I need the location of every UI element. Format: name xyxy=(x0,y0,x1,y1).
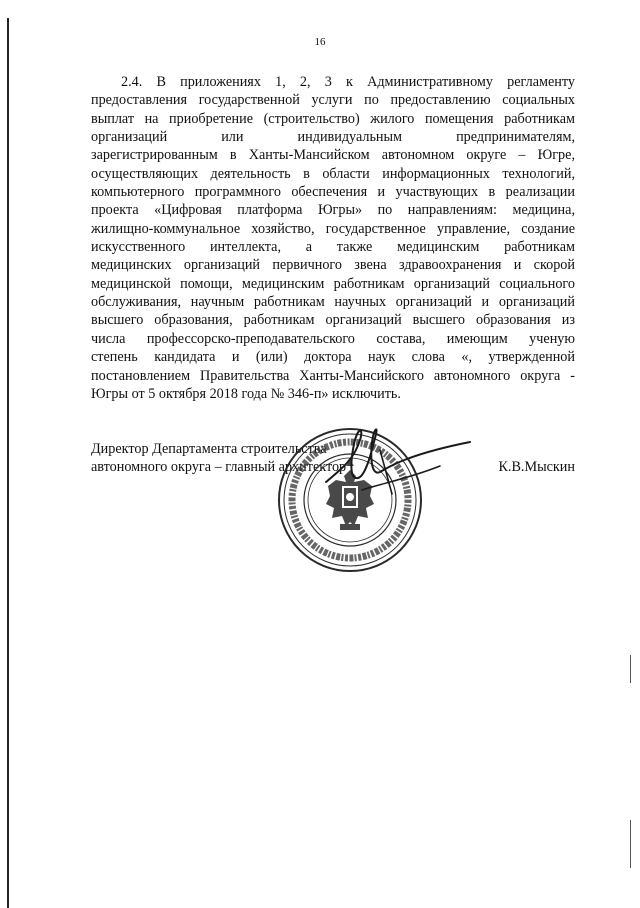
signatory-title: автономного округа – главный архитектор xyxy=(91,459,347,476)
paragraph-line: постановлением Правительства Ханты-Мансийского автономного округа - xyxy=(91,367,575,384)
paragraph-line: 2.4. В приложениях 1, 2, 3 к Административному регламенту xyxy=(121,74,575,90)
signatory-title: Директор Департамента строительства xyxy=(91,441,327,457)
paragraph-line: медицинской помощи, медицинским работникам организаций социального xyxy=(91,275,575,292)
paragraph-line: выплат на приобретение (строительство) жилого помещения работникам xyxy=(91,110,575,127)
paragraph-line: обслуживания, научным работникам научных организаций и организаций xyxy=(91,294,575,311)
page-number: 16 xyxy=(314,36,326,48)
paragraph-line: медицинских организаций первичного звена здравоохранения и скорой xyxy=(91,257,575,274)
handwritten-signature-icon xyxy=(320,420,480,520)
paragraph-line: искусственного интеллекта, а также медицинским работникам xyxy=(91,239,575,256)
scan-mark-right xyxy=(630,655,631,683)
paragraph-line: жилищно-коммунальное хозяйство, государственное управление, создание xyxy=(91,220,575,237)
paragraph-2-4 xyxy=(91,73,575,403)
paragraph-line: организаций или индивидуальным предпринимателям, xyxy=(91,129,575,146)
paragraph-line: степень кандидата и (или) доктора наук слова «, утвержденной xyxy=(91,349,575,366)
paragraph-line: зарегистрированным в Ханты-Мансийском автономном округе – Югре, xyxy=(91,147,575,164)
signatory-name: К.В.Мыскин xyxy=(498,459,575,476)
scan-border-left xyxy=(7,18,9,908)
paragraph-line: проекта «Цифровая платформа Югры» по направлениям: медицина, xyxy=(91,202,575,219)
paragraph-line: высшего образования, работникам организаций высшего образования из xyxy=(91,312,575,329)
paragraph-line: предоставления государственной услуги по предоставлению социальных xyxy=(91,92,575,109)
scan-mark-right xyxy=(630,820,631,868)
paragraph-line: Югры от 5 октября 2018 года № 346-п» исключить. xyxy=(91,385,401,402)
paragraph-line: компьютерного программного обеспечения и участвующих в реализации xyxy=(91,184,575,201)
paragraph-line: числа профессорско-преподавательского состава, имеющим ученую xyxy=(91,330,575,347)
paragraph-line: осуществляющих деятельность в области информационных технологий, xyxy=(91,165,575,182)
